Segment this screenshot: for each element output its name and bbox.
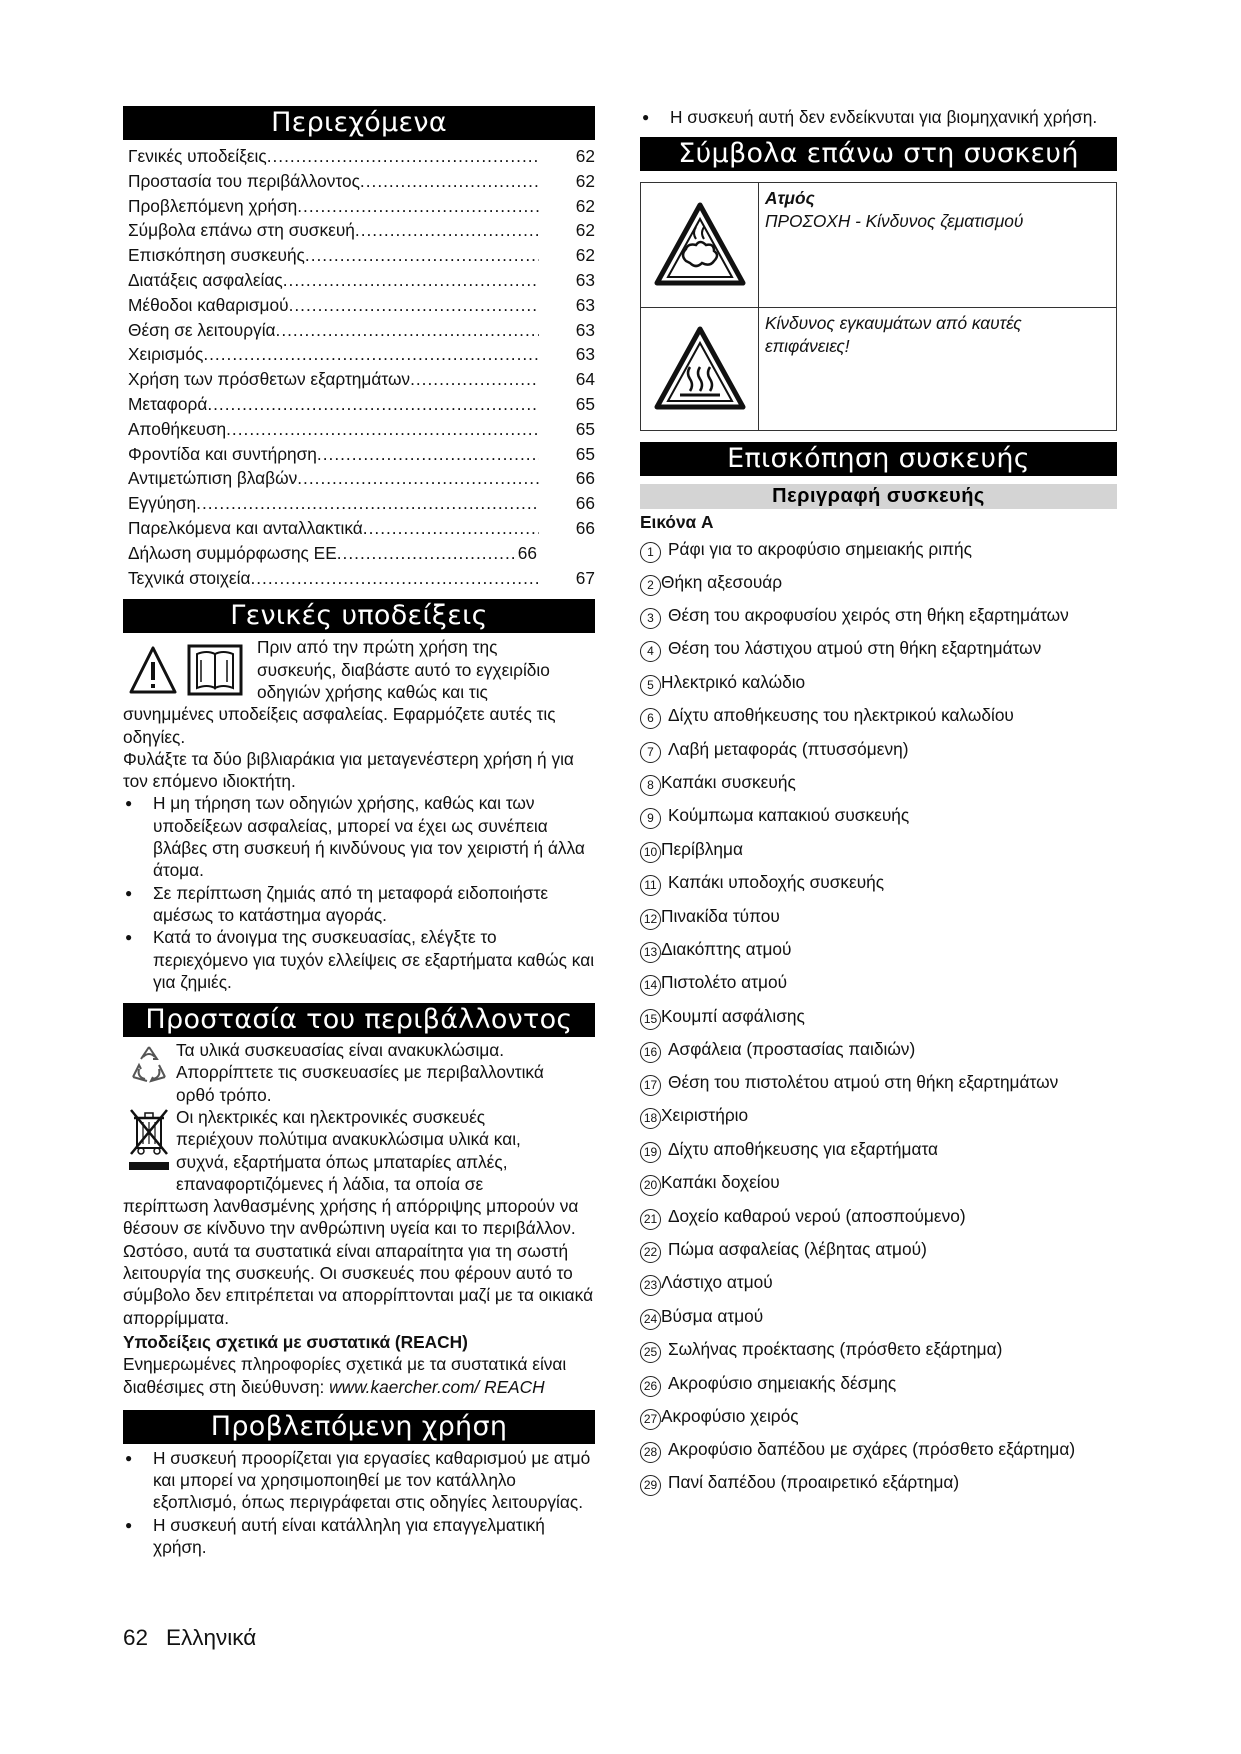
general-paragraph-1: συνημμένες υποδείξεις ασφαλείας. Εφαρμόζετε αυτές τις οδηγίες. [123,704,556,747]
component-item [640,838,1117,863]
component-label: Θέση του ακροφυσίου χειρός στη θήκη εξαρτημάτων [668,605,1069,626]
warning-and-manual-icon [127,642,247,703]
recycling-text: Τα υλικά συσκευασίας είναι ανακυκλώσιμα. Απορρίπτετε τις συσκευασίες με περιβαλλοντικά ορθό τρόπο. [176,1040,544,1105]
component-label: Βύσμα ατμού [661,1305,764,1326]
toc-page: 62 [575,220,595,241]
toc-leader-dots [203,342,539,367]
component-item [640,1038,1117,1063]
component-label: Ηλεκτρικό καλώδιο [661,671,806,692]
reach-title: Υποδείξεις σχετικά με συστατικά (REACH) [123,1331,468,1352]
toc-leader-dots [250,566,539,591]
toc-leader-dots [297,194,539,219]
toc-row[interactable] [123,466,595,491]
component-label: Καπάκι υποδοχής συσκευής [668,872,885,893]
component-number: 22 [640,1242,661,1263]
toc-title: Γενικές υποδείξεις [128,146,267,166]
component-item [640,1305,1117,1330]
component-number: 4 [640,641,661,662]
toc-page: 63 [575,269,595,290]
toc-page: 65 [575,393,595,414]
component-label: Πώμα ασφαλείας (λέβητας ατμού) [668,1239,927,1260]
toc-leader-dots [355,218,539,243]
toc-title: Σύμβολα επάνω στη συσκευή [128,220,355,241]
component-label: Δοχείο καθαρού νερού (αποσπούμενο) [668,1205,966,1226]
component-label: Χειριστήριο [661,1105,749,1126]
toc-leader-dots [196,491,539,516]
toc-page: 65 [575,443,595,464]
component-item [640,1238,1117,1263]
component-label: Περίβλημα [661,838,743,859]
toc-row[interactable] [123,144,595,169]
toc-row[interactable] [123,218,595,243]
toc-page: 65 [575,418,595,439]
list-item: ● Σε περίπτωση ζημιάς από τη μεταφορά ειδοποιήστε αμέσως το κατάστημα αγοράς. [123,882,595,927]
component-label: Ράφι για το ακροφύσιο σημειακής ριπής [668,538,972,559]
toc-title: Μεταφορά [128,393,208,414]
component-item [640,1205,1117,1230]
toc-page: 62 [575,146,595,166]
component-number: 2 [640,575,661,596]
component-item [640,1438,1117,1463]
component-number: 17 [640,1075,661,1096]
component-label: Διακόπτης ατμού [661,938,792,959]
component-label: Κουμπί ασφάλισης [661,1005,805,1026]
toc-page: 62 [575,245,595,266]
component-number: 29 [640,1475,661,1496]
component-number: 24 [640,1309,661,1330]
list-item: ● Η συσκευή αυτή δεν ενδείκνυται για βιομηχανική χρήση. [640,106,1117,128]
toc-title: Αντιμετώπιση βλαβών [128,468,298,489]
list-item: ● Η μη τήρηση των οδηγιών χρήσης, καθώς και των υποδείξεων ασφαλείας, μπορεί να έχει ως συνέπεια βλάβες στη συσκευή ή κινδύνους για τον χειριστή ή άλλα άτομα. [123,792,595,881]
symbol-row-steam: Ατμός ΠΡΟΣΟΧΗ - Κίνδυνος ζεματισμού [641,183,1116,307]
component-label: Λάστιχο ατμού [661,1272,773,1293]
page-footer [123,1625,256,1651]
toc-row[interactable] [123,169,595,194]
component-item [640,571,1117,596]
toc-row[interactable] [123,417,595,442]
toc-row[interactable] [123,566,595,591]
toc-title: Παρελκόμενα και ανταλλακτικά [128,517,363,538]
toc-leader-dots [360,169,539,194]
toc-page: 66 [575,493,595,514]
symbols-heading: Σύμβολα επάνω στη συσκευή [640,137,1117,171]
toc-leader-dots [305,243,539,268]
hot-surface-warning-icon [641,308,759,430]
toc-leader-dots [363,516,539,541]
component-number: 15 [640,1009,661,1030]
component-number: 23 [640,1275,661,1296]
symbol-row-hot-surface: Κίνδυνος εγκαυμάτων από καυτές επιφάνειες! [641,307,1116,430]
recycling-icon [127,1043,171,1092]
component-number: 18 [640,1108,661,1129]
general-paragraph-2: Φυλάξτε τα δύο βιβλιαράκια για μεταγενέστερη χρήση ή για τον επόμενο ιδιοκτήτη. [123,748,574,792]
intended-use-bullets [123,1447,595,1558]
component-label: Καπάκι συσκευής [661,771,796,792]
toc-leader-dots [267,144,539,169]
toc-title: Διατάξεις ασφαλείας [128,269,283,290]
general-bullets [123,792,595,993]
weee-paragraph: περίπτωση λανθασμένης χρήσης ή απόρριψης μπορούν να θέσουν σε κίνδυνο την ανθρώπινη υγεία και το περιβάλλον. Ωστόσο, αυτά τα συστατικά είναι απαραίτητα για τη σωστή λειτουργία της συσκευής. Οι συσκευές που φέρουν αυτό το σύμβολο δεν επιτρέπεται να απορρίπτονται μαζί με τα οικιακά απορρίμματα. [123,1196,594,1328]
toc-title: Τεχνικά στοιχεία [128,567,251,588]
component-item [640,1071,1117,1096]
toc-leader-dots [276,318,539,343]
component-item [640,804,1117,829]
component-number: 10 [640,842,661,863]
toc-title: Φροντίδα και συντήρηση [128,443,317,464]
component-number: 26 [640,1376,661,1397]
left-column [123,106,595,1558]
toc-heading: Περιεχόμενα [123,106,595,140]
component-item [640,905,1117,930]
reach-paragraph: Ενημερωμένες πληροφορίες σχετικά με τα συστατικά είναι διαθέσιμες στη διεύθυνση: www.kaercher.com/ REACH [123,1354,567,1397]
toc-title: Εγγύηση [128,493,197,514]
toc-leader-dots [226,417,539,442]
component-number: 12 [640,909,661,930]
component-number: 6 [640,708,661,729]
toc-row[interactable] [123,367,595,392]
toc-leader-dots [283,268,539,293]
toc-page: 63 [575,294,595,315]
component-label: Καπάκι δοχείου [661,1172,780,1193]
general-heading: Γενικές υποδείξεις [123,599,595,633]
component-item [640,1138,1117,1163]
figure-label: Εικόνα A [640,512,714,533]
component-number: 7 [640,742,661,763]
component-item [640,971,1117,996]
toc-page: 66 [575,468,595,489]
toc-row[interactable] [123,194,595,219]
overview-heading: Επισκόπηση συσκευής [640,442,1117,476]
component-label: Θέση του λάστιχου ατμού στη θήκη εξαρτημάτων [668,638,1042,659]
toc-page: 66 [517,542,537,563]
toc-title: Χειρισμός [128,344,204,365]
toc-leader-dots [289,293,539,318]
component-label: Δίχτυ αποθήκευσης για εξαρτήματα [668,1138,939,1159]
component-label: Δίχτυ αποθήκευσης του ηλεκτρικού καλωδίου [668,705,1014,726]
component-label: Πιστολέτο ατμού [661,972,788,993]
component-item [640,604,1117,629]
toc-title: Θέση σε λειτουργία [128,319,276,340]
component-number: 21 [640,1209,661,1230]
toc-row[interactable] [123,318,595,343]
toc-leader-dots [337,541,515,566]
toc-title: Χρήση των πρόσθετων εξαρτημάτων [128,369,411,390]
toc-leader-dots [317,442,539,467]
toc-row[interactable] [123,243,595,268]
toc-row[interactable] [123,491,595,516]
toc-row[interactable] [123,442,595,467]
reach-link[interactable]: www.kaercher.com/ REACH [329,1376,545,1397]
component-item [640,1471,1117,1496]
environment-heading: Προστασία του περιβάλλοντος [123,1003,595,1037]
component-item [640,1271,1117,1296]
toc-title: Προβλεπόμενη χρήση [128,195,298,216]
component-number: 5 [640,675,661,696]
component-item [640,871,1117,896]
component-number: 27 [640,1409,661,1430]
toc-page: 63 [575,319,595,340]
component-label: Θέση του πιστολέτου ατμού στη θήκη εξαρτημάτων [668,1072,1059,1093]
component-label: Πανί δαπέδου (προαιρετικό εξάρτημα) [668,1472,960,1493]
component-list [640,538,1117,1497]
toc-row[interactable] [123,268,595,293]
list-item: ● Κατά το άνοιγμα της συσκευασίας, ελέγξτε το περιεχόμενο για τυχόν ελλείψεις σε εξαρτήματα καθώς και για ζημιές. [123,926,595,993]
general-section [123,636,595,993]
toc-leader-dots [207,392,539,417]
toc-leader-dots [297,466,539,491]
component-number: 13 [640,942,661,963]
component-item [640,671,1117,696]
component-item [640,1405,1117,1430]
component-label: Ακροφύσιο σημειακής δέσμης [668,1372,897,1393]
component-item [640,1171,1117,1196]
toc-title: Δήλωση συμμόρφωσης ΕΕ [128,542,337,563]
component-label: Λαβή μεταφοράς (πτυσσόμενη) [668,738,909,759]
toc-page: 64 [575,369,595,390]
weee-text: Οι ηλεκτρικές και ηλεκτρονικές συσκευές περιέχουν πολύτιμα ανακυκλώσιμα υλικά και, συχνά, εξαρτήματα όπως μπαταρίες απλές, επαναφορτιζόμενες ή λάδια, τα οποία σε [176,1106,521,1194]
component-label: Ακροφύσιο χειρός [661,1405,799,1426]
toc-title: Επισκόπηση συσκευής [128,245,305,266]
component-number: 3 [640,608,661,629]
component-label: Ακροφύσιο δαπέδου με σχάρες (πρόσθετο εξάρτημα) [668,1439,1076,1460]
component-item [640,938,1117,963]
component-label: Θήκη αξεσουάρ [661,571,783,592]
component-label: Ασφάλεια (προστασίας παιδιών) [668,1039,916,1060]
component-label: Κούμπωμα καπακιού συσκευής [668,805,910,826]
table-of-contents [123,144,595,590]
general-icon-lines: Πριν από την πρώτη χρήση της συσκευής, διαβάστε αυτό το εγχειρίδιο οδηγιών χρήσης καθώς και τις [257,637,550,702]
component-item [640,771,1117,796]
top-bullet-list [640,106,1117,128]
toc-row[interactable] [123,541,595,566]
component-number: 8 [640,775,661,796]
component-item [640,637,1117,662]
component-item [640,704,1117,729]
component-number: 16 [640,1042,661,1063]
toc-page: 62 [575,170,595,191]
toc-title: Μέθοδοι καθαρισμού [128,294,289,315]
component-number: 25 [640,1342,661,1363]
toc-page: 63 [575,344,595,365]
toc-title: Αποθήκευση [128,418,227,439]
description-subheading: Περιγραφή συσκευής [640,484,1117,509]
component-number: 1 [640,542,661,563]
component-number: 11 [640,875,661,896]
toc-page: 66 [575,517,595,538]
component-item [640,738,1117,763]
crossed-bin-icon [127,1108,171,1179]
list-item: ● Η συσκευή αυτή είναι κατάλληλη για επαγγελματική χρήση. [123,1514,595,1559]
right-column [640,106,1117,1505]
symbols-table [640,182,1117,431]
component-label: Πινακίδα τύπου [661,905,780,926]
component-item [640,1338,1117,1363]
component-item [640,1372,1117,1397]
toc-leader-dots [410,367,539,392]
toc-row[interactable] [123,392,595,417]
footer-language: Ελληνικά [166,1625,257,1650]
environment-section [123,1039,595,1398]
toc-row[interactable] [123,293,595,318]
component-number: 9 [640,808,661,829]
component-item [640,1104,1117,1129]
component-number: 20 [640,1175,661,1196]
toc-row[interactable] [123,516,595,541]
component-number: 28 [640,1442,661,1463]
component-label: Σωλήνας προέκτασης (πρόσθετο εξάρτημα) [668,1339,1003,1360]
intended-use-heading: Προβλεπόμενη χρήση [123,1410,595,1444]
component-item [640,538,1117,563]
toc-row[interactable] [123,342,595,367]
component-item [640,1005,1117,1030]
component-number: 14 [640,975,661,996]
toc-page: 62 [575,195,595,216]
list-item: ● Η συσκευή προορίζεται για εργασίες καθαρισμού με ατμό και μπορεί να χρησιμοποιηθεί με τον κατάλληλο εξοπλισμό, όπως περιγράφεται στις οδηγίες λειτουργίας. [123,1447,595,1514]
steam-warning-icon [641,183,759,307]
toc-page: 67 [575,567,595,588]
component-number: 19 [640,1142,661,1163]
page-number: 62 [123,1625,149,1650]
toc-title: Προστασία του περιβάλλοντος [128,170,360,191]
